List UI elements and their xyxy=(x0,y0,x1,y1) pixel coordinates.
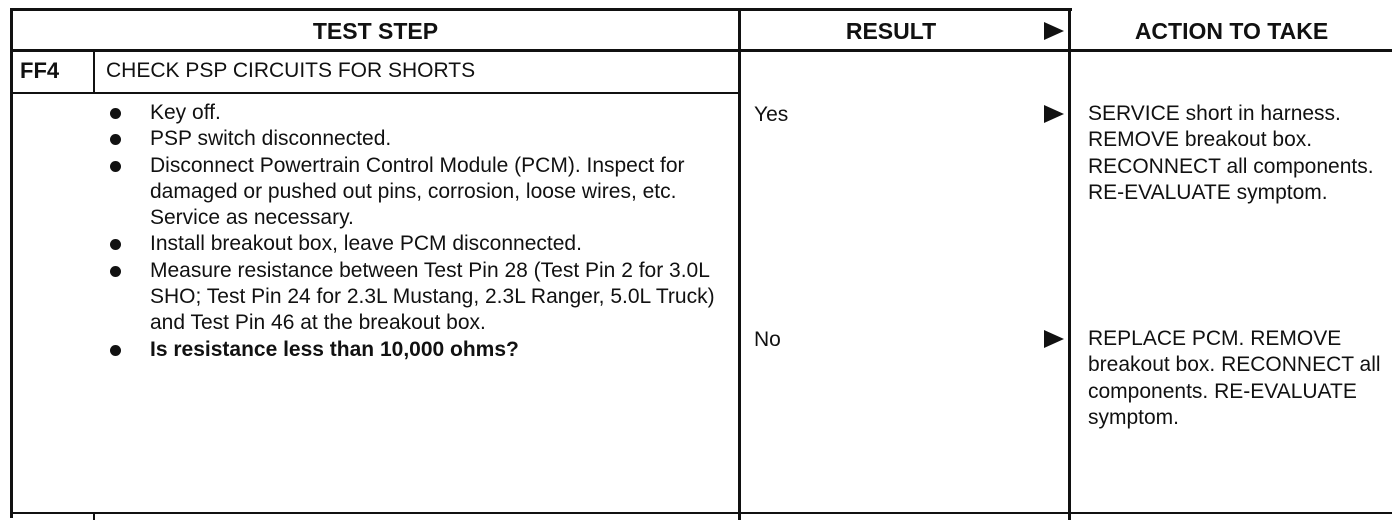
step-id: FF4 xyxy=(20,58,60,83)
bullet-icon xyxy=(110,345,121,356)
procedure-item: Disconnect Powertrain Control Module (PCM). Inspect for damaged or pushed out pins, corrosion, loose wires, etc. Service as necessary. xyxy=(104,153,734,232)
bullet-icon xyxy=(110,266,121,277)
result-yes: Yes xyxy=(754,103,789,126)
step-title: CHECK PSP CIRCUITS FOR SHORTS xyxy=(106,59,476,82)
procedure-list xyxy=(104,100,734,363)
header-bottom-border xyxy=(10,49,1392,52)
bullet-icon xyxy=(110,161,121,172)
procedure-item: Install breakout box, leave PCM disconnected. xyxy=(104,231,734,257)
result-no-arrow-icon xyxy=(1044,330,1064,348)
action-yes: SERVICE short in harness. REMOVE breakout box. RECONNECT all components. RE-EVALUATE symptom. xyxy=(1088,102,1374,205)
step-title-bottom-border xyxy=(10,92,740,94)
action-no: REPLACE PCM. REMOVE breakout box. RECONNECT all components. RE-EVALUATE symptom. xyxy=(1088,327,1381,430)
header-action-to-take: ACTION TO TAKE xyxy=(1134,18,1329,44)
bullet-icon xyxy=(110,239,121,250)
bullet-icon xyxy=(110,134,121,145)
result-no: No xyxy=(754,328,781,351)
procedure-item: Key off. xyxy=(104,100,734,126)
top-border xyxy=(10,8,1072,11)
result-yes-arrow-icon xyxy=(1044,105,1064,123)
action-column-divider xyxy=(1068,8,1071,520)
procedure-item: PSP switch disconnected. xyxy=(104,126,734,152)
procedure-question: Is resistance less than 10,000 ohms? xyxy=(104,337,734,363)
step-id-divider xyxy=(93,50,95,94)
bottom-border xyxy=(10,512,1392,514)
header-arrow-icon xyxy=(1044,22,1064,40)
left-border xyxy=(10,8,13,518)
procedure-item: Measure resistance between Test Pin 28 (Test Pin 2 for 3.0L SHO; Test Pin 24 for 2.3L Mustang, 2.3L Ranger, 5.0L Truck) and Test Pin 46 at the breakout box. xyxy=(104,258,734,337)
header-test-step: TEST STEP xyxy=(312,18,439,44)
header-result: RESULT xyxy=(845,18,937,44)
result-column-divider xyxy=(738,8,741,520)
bullet-icon xyxy=(110,108,121,119)
step-id-divider-tick xyxy=(93,512,95,520)
